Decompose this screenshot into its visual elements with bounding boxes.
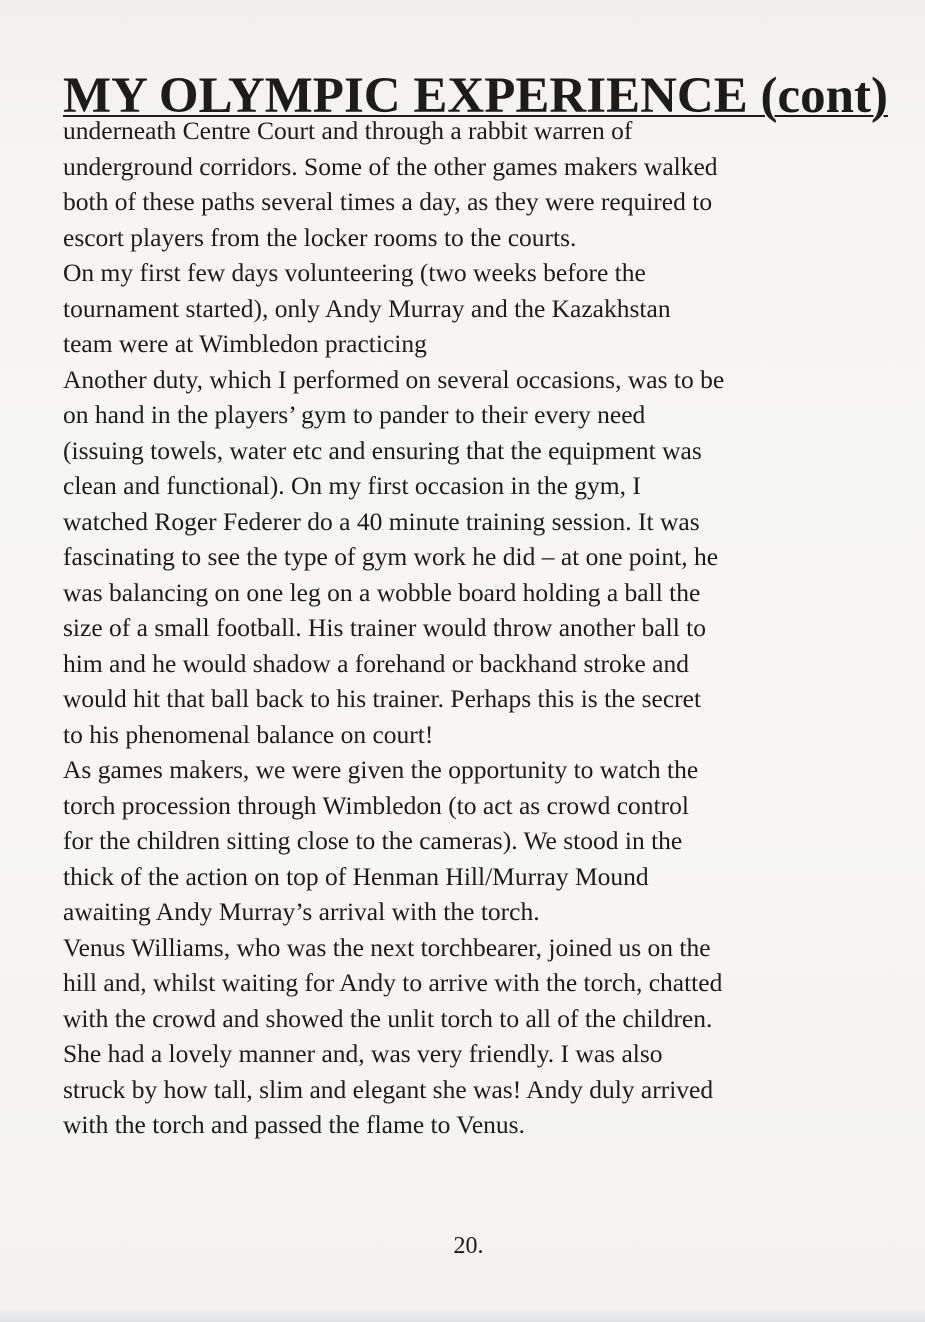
text-line: On my first few days volunteering (two weeks before the — [63, 258, 646, 287]
text-line: on hand in the players’ gym to pander to their every need — [63, 400, 646, 429]
text-line: both of these paths several times a day, as they were required to — [63, 187, 713, 216]
text-line: tournament started), only Andy Murray and the Kazakhstan — [63, 293, 671, 323]
scan-edge-shadow — [0, 1308, 925, 1322]
page-number: 20. — [453, 1233, 484, 1259]
text-line: Another duty, which I performed on several occasions, was to be — [63, 364, 725, 394]
text-line: She had a lovely manner and, was very friendly. I was also — [63, 1039, 663, 1068]
text-line: torch procession through Wimbledon (to act as crowd control — [63, 790, 689, 820]
text-line: size of a small football. His trainer would throw another ball to — [63, 613, 707, 642]
text-line: would hit that ball back to his trainer. Perhaps this is the secret — [63, 684, 702, 713]
text-line: with the torch and passed the flame to Venus. — [63, 1110, 525, 1139]
text-line: him and he would shadow a forehand or backhand stroke and — [63, 648, 689, 678]
text-line: (issuing towels, water etc and ensuring that the equipment was — [63, 435, 702, 465]
text-line: to his phenomenal balance on court! — [63, 719, 434, 749]
article-body — [63, 68, 888, 1143]
text-line: hill and, whilst waiting for Andy to arrive with the torch, chatted — [63, 968, 723, 997]
text-line: was balancing on one leg on a wobble board holding a ball the — [63, 577, 701, 607]
text-line: As games makers, we were given the opportunity to watch the — [63, 755, 699, 784]
text-line: team were at Wimbledon practicing — [63, 329, 427, 358]
article-title: MY OLYMPIC EXPERIENCE (cont) — [63, 68, 888, 124]
text-line: Venus Williams, who was the next torchbearer, joined us on the — [63, 932, 711, 962]
text-line: thick of the action on top of Henman Hill/Murray Mound — [63, 861, 649, 891]
text-line: underground corridors. Some of the other games makers walked — [63, 151, 718, 181]
text-line: struck by how tall, slim and elegant she was! Andy duly arrived — [63, 1074, 714, 1104]
text-line: escort players from the locker rooms to the courts. — [63, 222, 577, 252]
text-line: for the children sitting close to the cameras). We stood in the — [63, 826, 683, 855]
text-line: with the crowd and showed the unlit torch to all of the children. — [63, 1003, 713, 1033]
article-text — [63, 113, 883, 1143]
text-line: underneath Centre Court and through a rabbit warren of — [63, 116, 633, 145]
text-line: awaiting Andy Murray’s arrival with the torch. — [63, 897, 540, 926]
text-line: watched Roger Federer do a 40 minute training session. It was — [63, 506, 700, 536]
text-line: clean and functional). On my first occasion in the gym, I — [63, 471, 641, 500]
text-line: fascinating to see the type of gym work he did – at one point, he — [63, 542, 719, 571]
